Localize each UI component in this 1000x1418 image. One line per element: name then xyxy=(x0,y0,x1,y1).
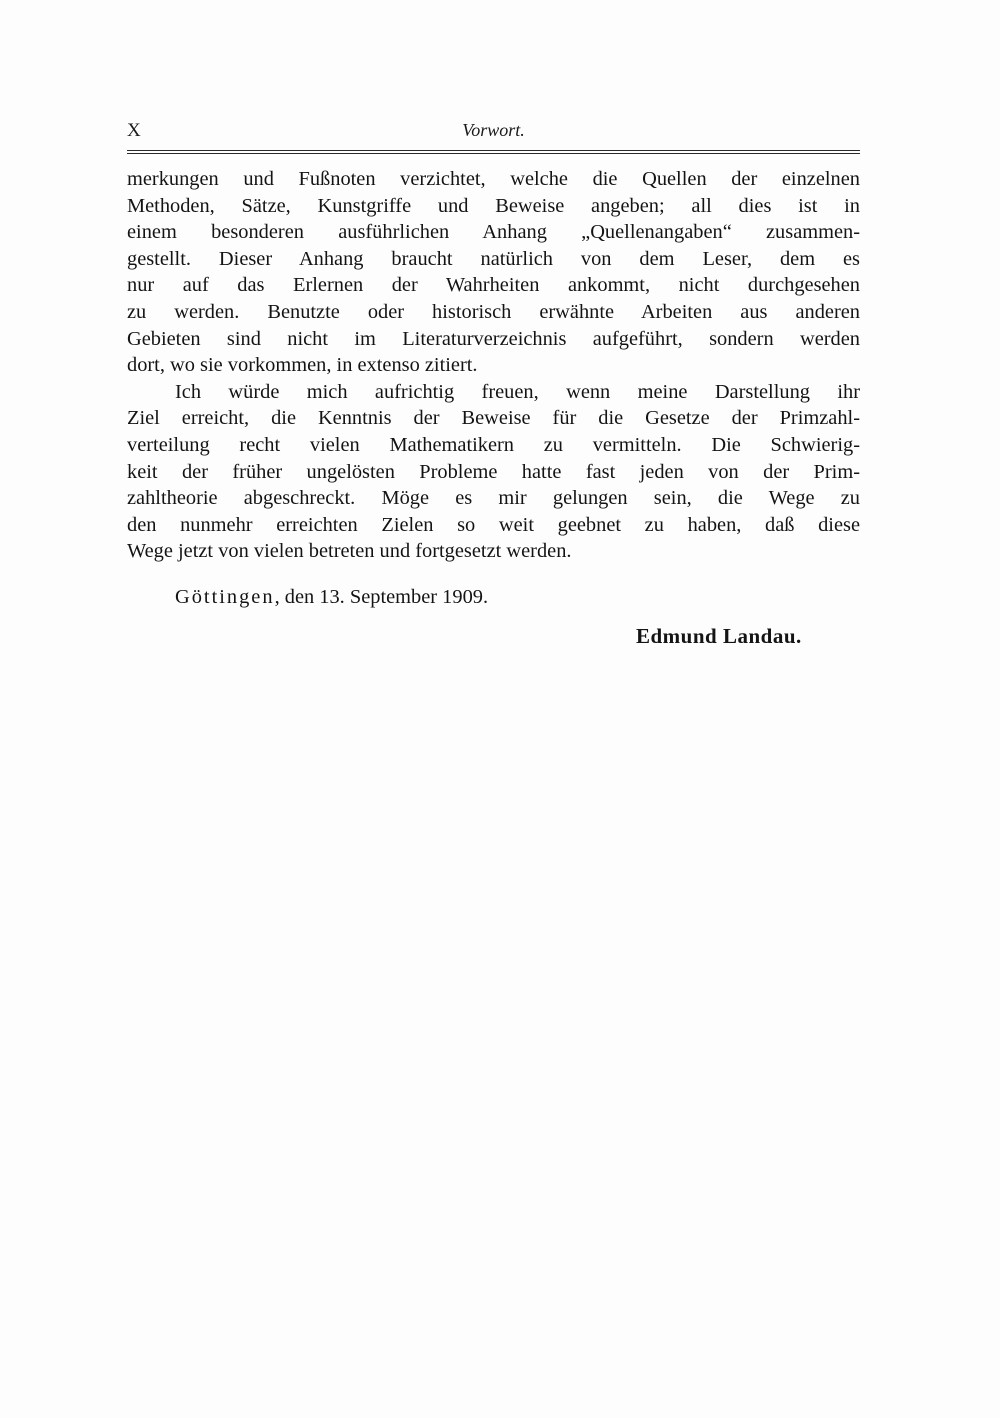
text-line: zahltheorie abgeschreckt. Möge es mir gelungen sein, die Wege zu xyxy=(127,487,860,510)
text-line: zu werden. Benutzte oder historisch erwähnte Arbeiten aus anderen xyxy=(127,300,860,323)
paragraph-continued xyxy=(127,166,860,379)
place-name: Göttingen xyxy=(175,586,275,608)
paragraph xyxy=(127,379,860,565)
text-line: den nunmehr erreichten Zielen so weit geebnet zu haben, daß diese xyxy=(127,513,860,536)
text-line: gestellt. Dieser Anhang braucht natürlich von dem Leser, dem es xyxy=(127,247,860,270)
running-title: Vorwort. xyxy=(462,120,525,140)
text-line: verteilung recht vielen Mathematikern zu vermitteln. Die Schwierig- xyxy=(127,433,860,456)
text-line: einem besonderen ausführlichen Anhang „Quellenangaben“ zusammen- xyxy=(127,221,860,244)
text-line: keit der früher ungelösten Probleme hatte fast jeden von der Prim- xyxy=(127,460,860,483)
header-rule xyxy=(127,150,860,154)
text-line: Gebieten sind nicht im Literaturverzeichnis aufgeführt, sondern werden xyxy=(127,327,860,350)
text-line: Methoden, Sätze, Kunstgriffe und Beweise angeben; all dies ist in xyxy=(127,194,860,217)
date-text: , den 13. September 1909. xyxy=(274,586,489,608)
text-line: Wege jetzt von vielen betreten und fortgesetzt werden. xyxy=(127,540,572,563)
text-line: nur auf das Erlernen der Wahrheiten ankommt, nicht durchgesehen xyxy=(127,274,860,297)
page-header xyxy=(127,120,860,144)
author-signature: Edmund Landau. xyxy=(636,624,802,648)
text-line: merkungen und Fußnoten verzichtet, welche die Quellen der einzelnen xyxy=(127,168,860,190)
text-line: Ich würde mich aufrichtig freuen, wenn meine Darstellung ihr xyxy=(175,380,860,403)
preface-text xyxy=(127,166,860,565)
text-line: dort, wo sie vorkommen, in extenso zitiert. xyxy=(127,354,478,377)
text-line: Ziel erreicht, die Kenntnis der Beweise für die Gesetze der Primzahl- xyxy=(127,407,860,430)
page-number: X xyxy=(127,120,142,141)
dateline xyxy=(175,586,488,609)
